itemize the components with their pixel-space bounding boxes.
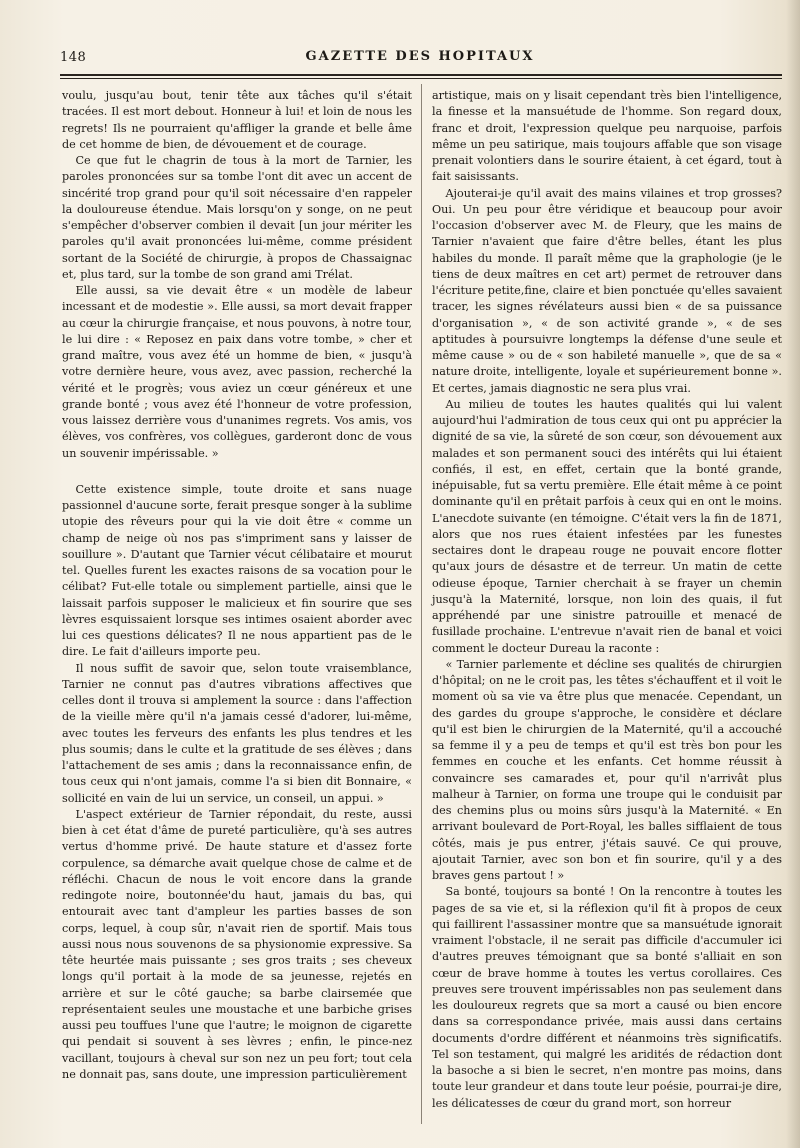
- header-rule-thick: [60, 74, 782, 76]
- header-rule-thin: [60, 78, 782, 79]
- running-title: GAZETTE DES HOPITAUX: [305, 49, 535, 64]
- paragraph: Au milieu de toutes les hautes qualités qui lui valent aujourd'hui l'admiration de tous ceux qui ont pu apprécier la dignité de sa vie, la sûreté de son cœur, son dévouement aux malades et son permanent souci des intérêts qui lui étaient confiés, il est, en effet, certain que la bonté grande, inépuisable, fut sa vertu première. Elle était même à ce point dominante qu'il en prêtait parfois à ceux qui en ont le moins. L'anecdote suivante (en témoigne. C'était vers la fin de 1871, alors que nos rues étaient infestées par les funestes sectaires dont le drapeau rouge ne pouvait encore flotter qu'aux jours de désastre et de terreur. Un matin de cette odieuse époque, Tarnier cherchait à se frayer un chemin jusqu'à la Maternité, lorsque, non loin des quais, il fut appréhendé par une sinistre patrouille et menacé de fusillade prochaine. L'entrevue n'avait rien de banal et voici comment le docteur Dureau la raconte :: [432, 397, 782, 655]
- page-header: [60, 44, 780, 74]
- paragraph: Cette existence simple, toute droite et sans nuage passionnel d'aucune sorte, ferait presque songer à la sublime utopie des rêveurs pour qui la vie doit être « comme un champ de neige où nos pas s'impriment sans y laisser de souillure ». D'autant que Tarnier vécut célibataire et mourut tel. Quelles furent les exactes raisons de sa vocation pour le célibat? Fut-elle totale ou simplement partielle, ainsi que le laissait parfois supposer le malicieux et fin sourire que ses lèvres esquissaient lorsque ses intimes osaient aborder avec lui ces questions délicates? Il ne nous appartient pas de le dire. Le fait d'ailleurs importe peu.: [62, 482, 412, 659]
- right-column: [432, 88, 782, 1112]
- paragraph: « Tarnier parlemente et décline ses qualités de chirurgien d'hôpital; on ne le croit pas, les têtes s'échauffent et il voit le moment où sa vie va être plus que menacée. Cependant, un des gardes du groupe s'approche, le considère et déclare qu'il est bien le chirurgien de la Maternité, qu'il a accouché sa femme il y a peu de temps et qu'il est très bon pour les femmes en couche et les enfants. Cet homme réussit à convaincre ses camarades et, pour qu'il n'arrivât plus malheur à Tarnier, on forma une troupe qui le conduisit par des chemins plus ou moins sûrs jusqu'à la Maternité. « En arrivant boulevard de Port-Royal, les balles sifflaient de tous côtés, mais je pus entrer, j'étais sauvé. Ce qui prouve, ajoutait Tarnier, avec son bon et fin sourire, qu'il y a des braves gens partout ! »: [432, 657, 782, 882]
- paragraph: voulu, jusqu'au bout, tenir tête aux tâches qu'il s'était tracées. Il est mort debout. Honneur à lui! et loin de nous les regrets! Ils ne pourraient qu'affliger la grande et belle âme de cet homme de bien, de dévouement et de courage.: [62, 89, 412, 151]
- column-divider: [421, 84, 422, 1124]
- paragraph: Ajouterai-je qu'il avait des mains vilaines et trop grosses? Oui. Un peu pour être véridique et beaucoup pour avoir l'occasion d'observer avec M. de Fleury, que les mains de Tarnier n'avaient que faire d'être belles, étant les plus habiles du monde. Il paraît même que la graphologie (je le tiens de deux maîtres en cet art) permet de retrouver dans l'écriture petite,fine, claire et bien ponctuée qu'elles savaient tracer, les signes révélateurs aussi bien « de sa puissance d'organisation », « de son activité grande », « de ses aptitudes à poursuivre longtemps la défense d'une seule et même cause » ou de « son habileté manuelle », que de sa « nature droite, intelligente, loyale et supérieurement bonne ». Et certes, jamais diagnostic ne sera plus vrai.: [432, 186, 782, 395]
- page-number: 148: [60, 50, 87, 65]
- page-edge-shadow: [786, 0, 800, 1148]
- paragraph: L'aspect extérieur de Tarnier répondait, du reste, aussi bien à cet état d'âme de pureté particulière, qu'à ses autres vertus d'homme privé. De haute stature et d'assez forte corpulence, sa démarche avait quelque chose de calme et de réfléchi. Chacun de nous le voit encore dans la grande redingote noire, boutonnée'du haut, jamais du bas, qui entourait avec tant d'ampleur les parties basses de son corps, lequel, à coup sûr, n'avait rien de sportif. Mais tous aussi nous nous souvenons de sa physionomie expressive. Sa tête heurtée mais puissante ; ses gros traits ; ses cheveux longs qu'il portait à la mode de sa jeunesse, rejetés en arrière et sur le côté gauche; sa barbe clairsemée que représentaient seules une moustache et une barbiche grises aussi peu touffues l'une que l'autre; le moignon de cigarette qui pendait si souvent à ses lèvres ; enfin, le pince-nez vacillant, toujours à cheval sur son nez un peu fort; tout cela ne donnait pas, sans doute, une impression particulièrement: [62, 807, 412, 1081]
- left-column: [62, 88, 412, 1083]
- paragraph: Sa bonté, toujours sa bonté ! On la rencontre à toutes les pages de sa vie et, si la réflexion qu'il fit à propos de ceux qui faillirent l'assassiner montre que sa mansuétude ignorait vraiment l'obstacle, il ne serait pas difficile d'accumuler ici d'autres preuves témoignant que sa bonté s'alliait en son cœur de brave homme à toutes les vertus corollaires. Ces preuves sere trouvent impérissables non pas seulement dans les douloureux regrets que sa mort a causé ou bien encore dans sa correspondance privée, mais aussi dans certains documents d'ordre différent et néanmoins très significatifs. Tel son testament, qui malgré les aridités de rédaction dont la basoche a si bien le secret, n'en montre pas moins, dans toute leur grandeur et dans toute leur poésie, pourrai-je dire, les délicatesses de cœur du grand mort, son horreur: [432, 885, 782, 1110]
- paragraph: Ce que fut le chagrin de tous à la mort de Tarnier, les paroles prononcées sur sa tombe l'ont dit avec un accent de sincérité trop grand pour qu'il soit nécessaire d'en rappeler la douloureuse étendue. Mais lorsqu'on y songe, on ne peut s'empêcher d'observer combien il devait [un jour mériter les paroles qu'il avait prononcées lui-même, comme président sortant de la Société de chirurgie, à propos de Chassaignac et, plus tard, sur la tombe de son grand ami Trélat.: [62, 154, 412, 281]
- paragraph: artistique, mais on y lisait cependant très bien l'intelligence, la finesse et la mansuétude de l'homme. Son regard doux, franc et droit, l'expression quelque peu narquoise, parfois même un peu satirique, mais toujours affable que son visage prenait volontiers dans le sourire étaient, à cet égard, tout à fait saisissants.: [432, 89, 782, 184]
- paragraph: Il nous suffit de savoir que, selon toute vraisemblance, Tarnier ne connut pas d'autres vibrations affectives que celles dont il trouva si amplement la source : dans l'affection de la vieille mère qu'il n'a jamais cessé d'adorer, lui-même, avec toutes les ferveurs des enfants les plus tendres et les plus soumis; dans le culte et la gratitude de ses élèves ; dans l'attachement de ses amis ; dans la reconnaissance enfin, de tous ceux qui n'ont jamais, comme l'a si bien dit Bonnaire, « sollicité en vain de lui un service, un conseil, un appui. »: [62, 661, 412, 805]
- paragraph: Elle aussi, sa vie devait être « un modèle de labeur incessant et de modestie ». Elle aussi, sa mort devait frapper au cœur la chirurgie française, et nous pouvons, à notre tour, le lui dire : « Reposez en paix dans votre tombe, » cher et grand maître, vous avez été un homme de bien, « jusqu'à votre dernière heure, vous avez, avec passion, recherché la vérité et le progrès; vous aviez un cœur généreux et une grande bonté ; vous avez été l'honneur de votre profession, vous laissez derrière vous d'unanimes regrets. Vos amis, vos élèves, vos confrères, vos collègues, garderont donc de vous un souvenir impérissable. »: [62, 284, 412, 460]
